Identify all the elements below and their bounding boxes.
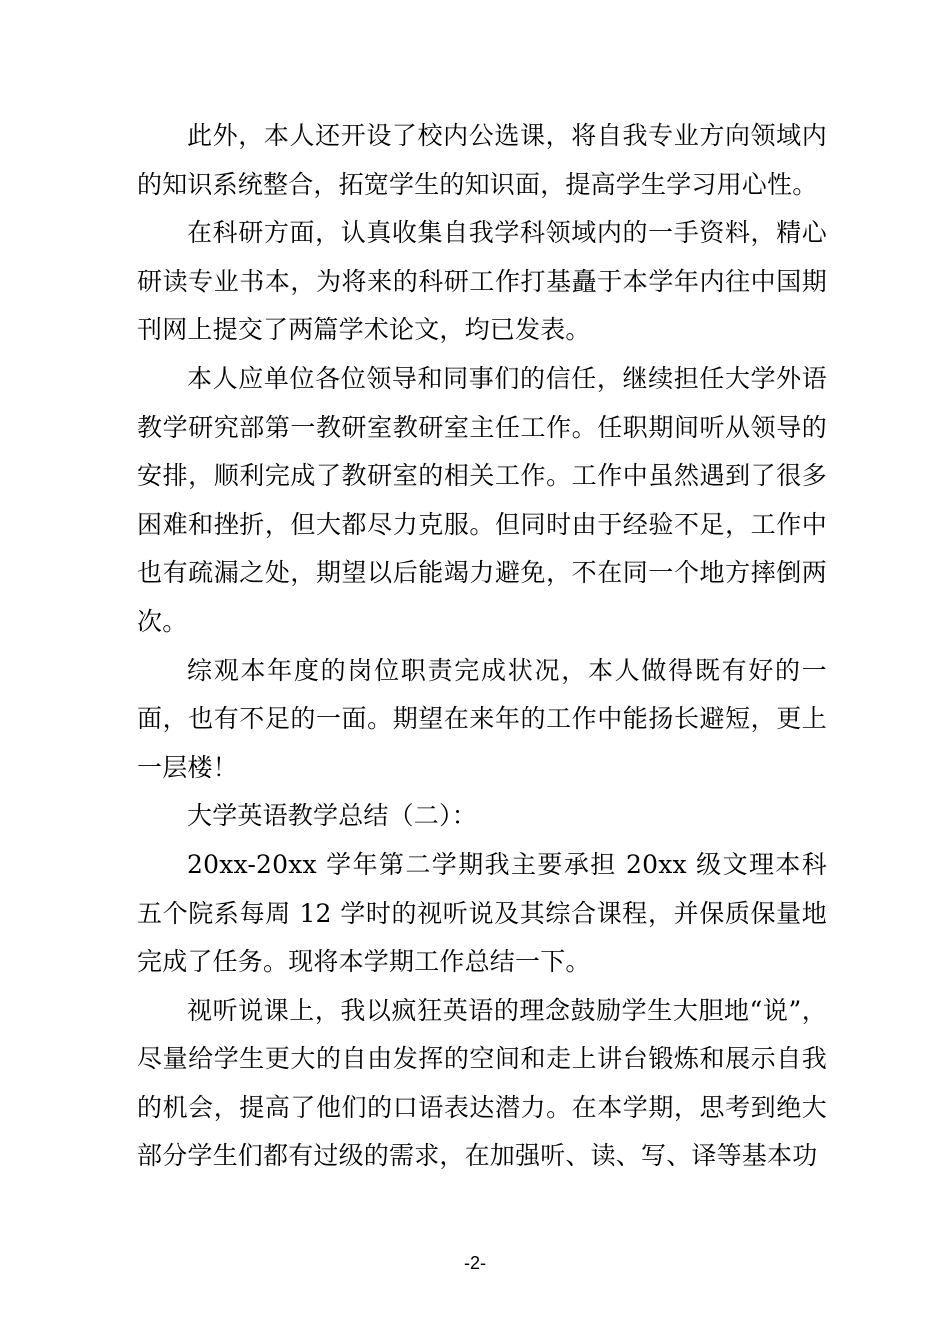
section-heading: 大学英语教学总结（二）：	[187, 801, 477, 831]
document-body	[137, 112, 827, 1181]
paragraph-annual-review: 综观本年度的岗位职责完成状况，本人做得既有好的一面，也有不足的一面。期望在来年的工作中能扬长避短，更上一层楼！	[137, 655, 827, 782]
paragraph-office-duties: 本人应单位各位领导和同事们的信任，继续担任大学外语教学研究部第一教研室教研室主任工作。任职期间听从领导的安排，顺利完成了教研室的相关工作。工作中虽然遇到了很多困难和挫折，但大都尽力克服。但同时由于经验不足，工作中也有疏漏之处，期望以后能竭力避免，不在同一个地方摔倒两次。	[137, 363, 827, 636]
paragraph-listening-speaking: 视听说课上，我以疯狂英语的理念鼓励学生大胆地“说”，尽量给学生更大的自由发挥的空间和走上讲台锻炼和展示自我的机会，提高了他们的口语表达潜力。在本学期，思考到绝大部分学生们都有过级的需求，在加强听、读、写、译等基本功	[137, 995, 827, 1171]
paragraph-semester-load: 20xx-20xx 学年第二学期我主要承担 20xx 级文理本科五个院系每周 12 学时的视听说及其综合课程，并保质保量地完成了任务。现将本学期工作总结一下。	[137, 849, 827, 977]
paragraph-research: 在科研方面，认真收集自我学科领域内的一手资料，精心研读专业书本，为将来的科研工作打基矗于本学年内往中国期刊网上提交了两篇学术论文，均已发表。	[137, 218, 827, 345]
page-number: -2-	[464, 1253, 486, 1273]
paragraph-elective-course: 此外，本人还开设了校内公选课，将自我专业方向领域内的知识系统整合，拓宽学生的知识面，提高学生学习用心性。	[137, 121, 827, 199]
